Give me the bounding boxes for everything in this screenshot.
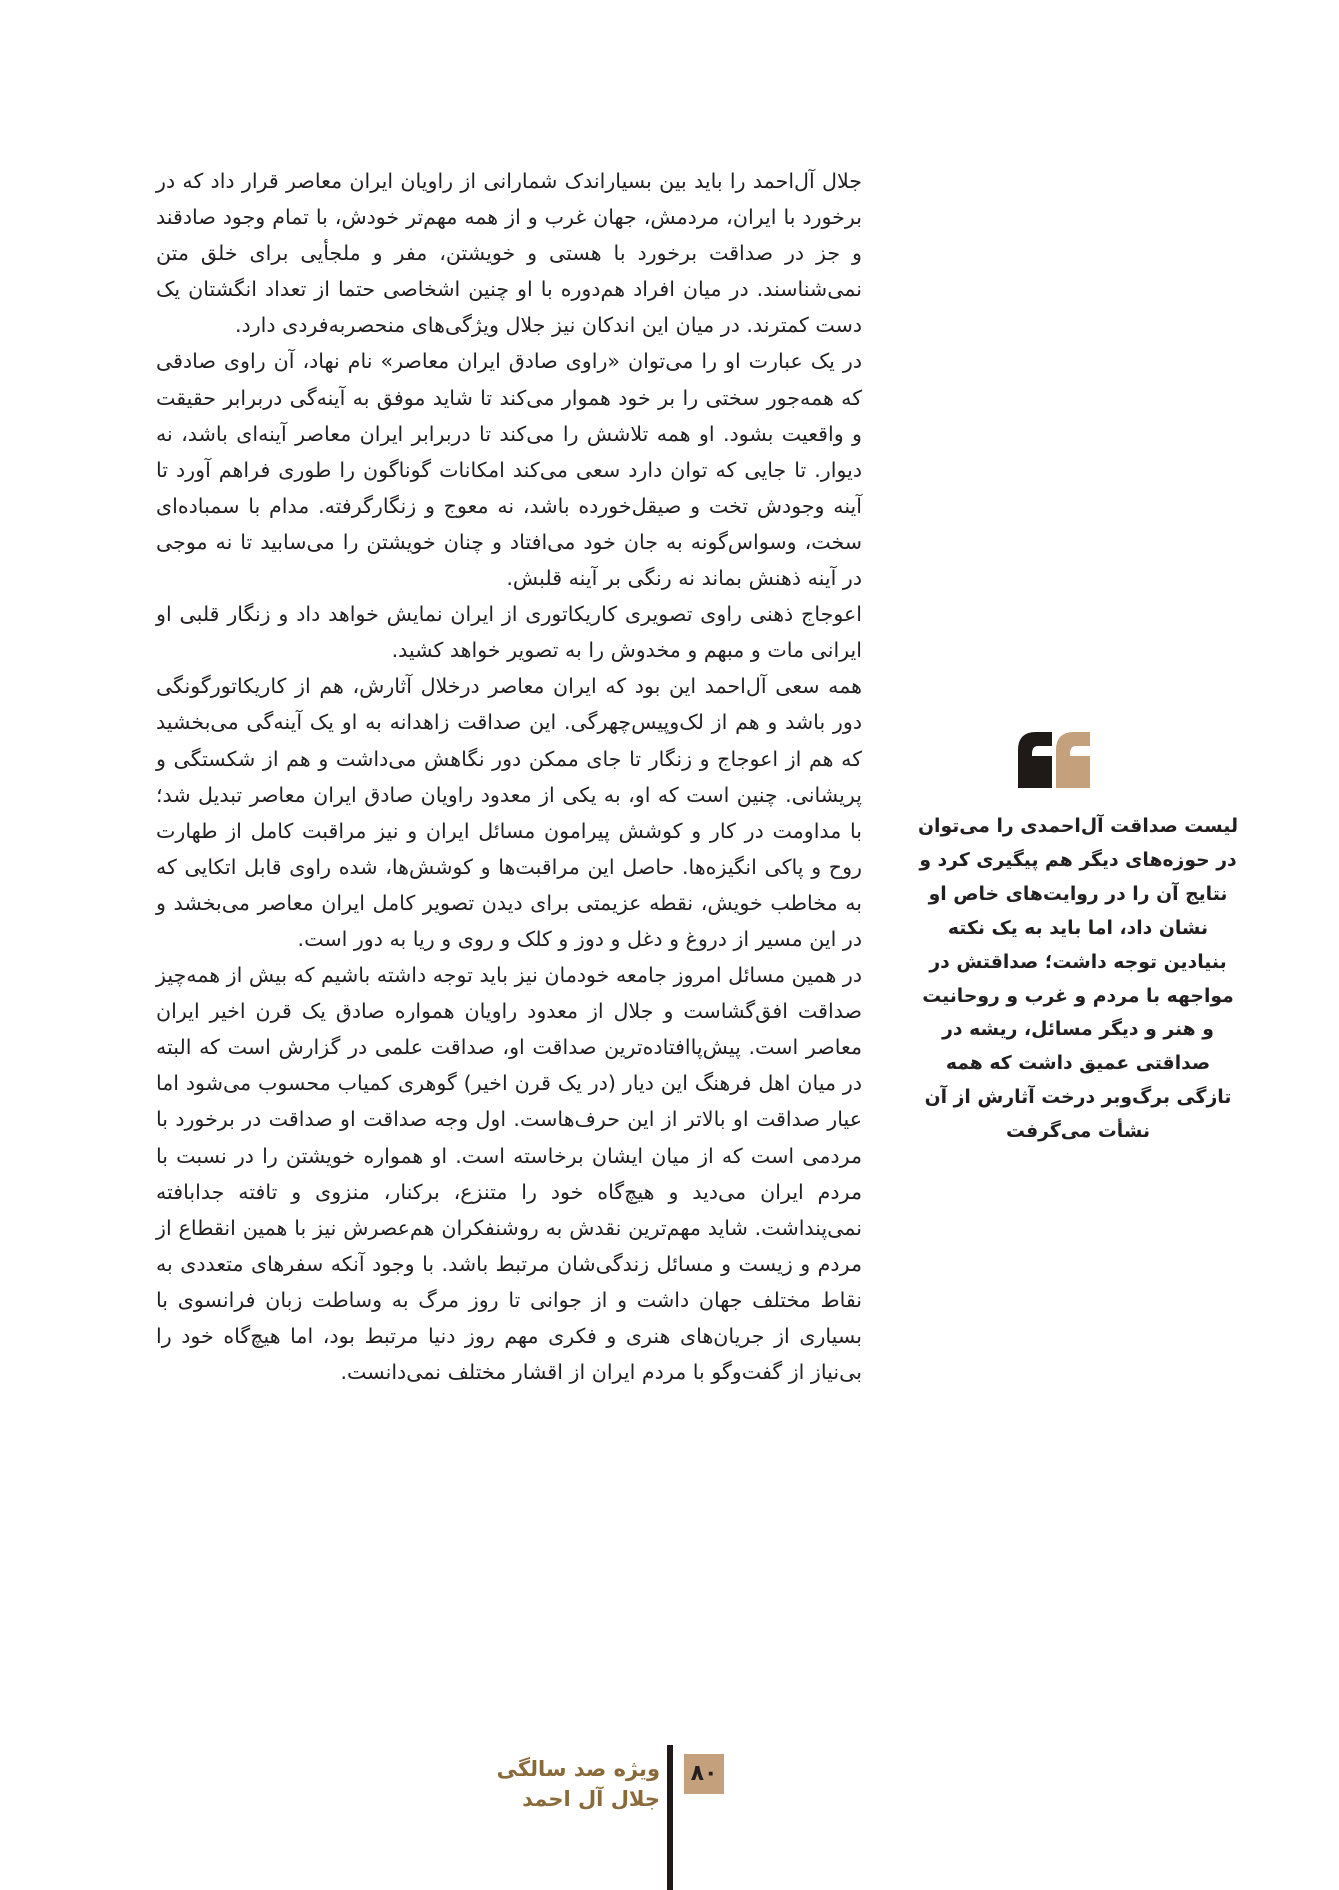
footer-divider	[667, 1745, 673, 1890]
quote-mark-icon	[1018, 732, 1090, 788]
issue-title-line1: ویژه صد سالگی	[496, 1757, 660, 1781]
article-body	[156, 163, 862, 1390]
article-paragraph-2: در یک عبارت او را می‌توان «راوی صادق ایران معاصر» نام نهاد، آن راوی صادقی که همه‌جور سختی را بر خود هموار می‌کند تا شاید موفق به آینه‌گی دربرابر حقیقت و واقعیت بشود. او همه تلاشش را می‌کند تا دربرابر ایران معاصر آینه‌ای باشد، نه دیوار. تا جایی که توان دارد سعی می‌کند امکانات گوناگون را طوری فراهم آورد تا آینه وجودش تخت و صیقل‌خورده باشد، نه معوج و زنگارگرفته. مدام با سمباده‌ای سخت، وسواس‌گونه به جان خود می‌افتاد و چنان خویشتن را می‌سابید تا نه موجی در آینه ذهنش بماند نه رنگی بر آینه قلبش.	[156, 349, 862, 591]
article-paragraph-1: جلال آل‌احمد را باید بین بسیاراندک شمارانی از راویان ایران معاصر قرار داد که در برخورد با ایران، مردمش، جهان غرب و از همه مهم‌تر خودش، با تمام وجود صادقند و جز در صداقت برخورد با هستی و خویشتن، مفر و ملجأیی برای خلق متن نمی‌شناسند. در میان افراد هم‌دوره با او چنین اشخاصی حتما از تعداد انگشتان یک دست کمترند. در میان این اندکان نیز جلال ویژگی‌های منحصربه‌فردی دارد.	[156, 169, 862, 338]
issue-title	[480, 1754, 660, 1814]
article-paragraph-5: در همین مسائل امروز جامعه خودمان نیز باید توجه داشته باشیم که بیش از همه‌چیز صداقت افق‌گشاست و جلال از معدود راویان همواره صادق یک قرن اخیر ایران معاصر است. پیش‌پاافتاده‌ترین صداقت او، صداقت علمی در گزارش است که البته در میان اهل فرهنگ این دیار (در یک قرن اخیر) گوهری کمیاب محسوب می‌شود اما عیار صداقت او بالاتر از این حرف‌هاست. اول وجه صداقت او صداقت در برخورد با مردمی است که از میان ایشان برخاسته است. او همواره خویشتن را در نسبت با مردم ایران می‌دید و هیچ‌گاه خود را متنزع، برکنار، منزوی و تافته جدابافته نمی‌پنداشت. شاید مهم‌ترین نقدش به روشنفکران هم‌عصرش نیز با همین انقطاع از مردم و زیست و مسائل زندگی‌شان مرتبط باشد. با وجود آنکه سفرهای متعددی به نقاط مختلف جهان داشت و از جوانی تا روز مرگ به وساطت زبان فرانسوی با بسیاری از جریان‌های هنری و فکری مهم روز دنیا مرتبط بود، اما هیچ‌گاه خود را بی‌نیاز از گفت‌وگو با مردم ایران از اقشار مختلف نمی‌دانست.	[156, 963, 862, 1385]
article-paragraph-4: همه سعی آل‌احمد این بود که ایران معاصر درخلال آثارش، هم از کاریکاتورگونگی دور باشد و هم از لک‌وپیس‌چهرگی. این صداقت زاهدانه به او یک آینه‌گی می‌بخشید که هم از اعوجاج و زنگار تا جای ممکن دور نگاهش می‌داشت و هم از شکستگی و پریشانی. چنین است که او، به یکی از معدود راویان صادق ایران معاصر تبدیل شد؛ با مداومت در کار و کوشش پیرامون مسائل ایران و نیز مراقبت کامل از طهارت روح و پاکی انگیزه‌ها. حاصل این مراقبت‌ها و کوشش‌ها، شده راوی قابل اتکایی که به مخاطب خویش، نقطه عزیمتی برای دیدن تصویر کامل ایران معاصر می‌بخشد و در این مسیر از دروغ و دغل و دوز و کلک و روی و ریا به دور است.	[156, 674, 862, 951]
pull-quote: لیست صداقت آل‌احمدی را می‌توان در حوزه‌های دیگر هم پیگیری کرد و نتایج آن را در روایت‌های خاص او نشان داد، اما باید به یک نکته بنیادین توجه داشت؛ صداقتش در مواجهه با مردم و غرب و روحانیت و هنر و دیگر مسائل، ریشه در صداقتی عمیق داشت که همه تازگی برگ‌وبر درخت آثارش از آن نشأت می‌گرفت	[917, 816, 1238, 1143]
issue-title-line2: جلال آل احمد	[522, 1787, 660, 1811]
page-number: ۸۰	[684, 1754, 724, 1794]
article-paragraph-3: اعوجاج ذهنی راوی تصویری کاریکاتوری از ایران نمایش خواهد داد و زنگار قلبی او ایرانی مات و مبهم و مخدوش را به تصویر خواهد کشید.	[156, 602, 862, 663]
